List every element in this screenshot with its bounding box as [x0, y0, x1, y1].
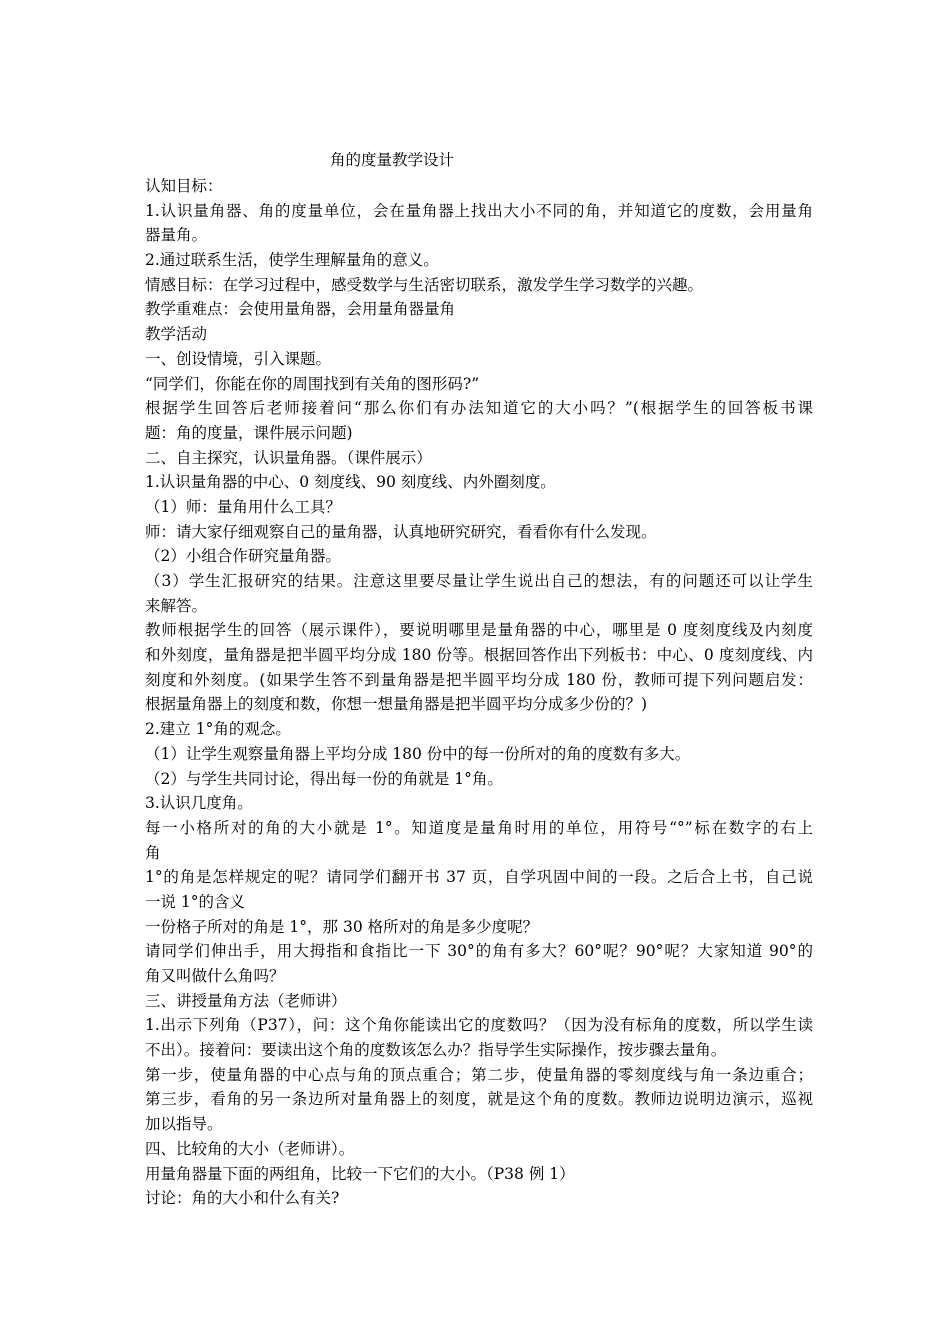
- text-line: 教学活动: [145, 325, 208, 344]
- text-line: 角又叫做什么角吗？: [145, 967, 285, 985]
- text-line: 师：请大家仔细观察自己的量角器，认真地研究研究，看看你有什么发现。: [145, 522, 657, 541]
- text-line: 和外刻度，量角器是把半圆平均分成 180 份等。根据回答作出下列板书：中心、0 度刻度线、内: [145, 646, 813, 665]
- text-line: 3.认识几度角。: [145, 794, 253, 813]
- text-line: （2）与学生共同讨论，得出每一份的角就是 1°角。: [145, 769, 503, 788]
- text-line: 1.认识量角器的中心、0 刻度线、90 刻度线、内外圈刻度。: [145, 473, 556, 492]
- text-line: 四、比较角的大小（老师讲）。: [145, 1139, 355, 1158]
- text-line: （1）师：量角用什么工具？: [145, 497, 341, 516]
- text-line: 题：角的度量，课件展示问题): [145, 423, 353, 442]
- text-line: 第一步，使量角器的中心点与角的顶点重合；第二步，使量角器的零刻度线与角一条边重合；: [145, 1065, 813, 1084]
- text-line: 三、讲授量角方法（老师讲）: [145, 991, 347, 1010]
- text-line: 二、自主探究，认识量角器。（课件展示）: [145, 448, 432, 467]
- text-line: 认知目标：: [145, 177, 223, 195]
- text-line: 1.出示下列角（P37），问：这个角你能读出它的度数吗？（因为没有标角的度数，所以学生读: [145, 1016, 813, 1035]
- text-line: 来解答。: [145, 596, 208, 615]
- text-line: 请同学们伸出手，用大拇指和食指比一下 30°的角有多大？60°呢？90°呢？大家知道 90°的: [145, 942, 813, 961]
- text-line: 情感目标：在学习过程中，感受数学与生活密切联系，激发学生学习数学的兴趣。: [145, 275, 704, 294]
- text-line: 讨论：角的大小和什么有关?: [145, 1189, 340, 1208]
- text-line: 根据学生回答后老师接着问“那么你们有办法知道它的大小吗？”(根据学生的回答板书课: [145, 399, 813, 418]
- text-line: 教学重难点：会使用量角器，会用量角器量角: [145, 300, 456, 319]
- text-line: （1）让学生观察量角器上平均分成 180 份中的每一份所对的角的度数有多大。: [145, 744, 691, 763]
- text-line: 2.通过联系生活，使学生理解量角的意义。: [145, 251, 439, 270]
- text-line: 刻度和外刻度。(如果学生答不到量角器是把半圆平均分成 180 份，教师可提下列问题启发：: [145, 670, 813, 689]
- text-line: 1°的角是怎样规定的呢？请同学们翻开书 37 页，自学巩固中间的一段。之后合上书，自己说: [145, 868, 813, 887]
- text-line: 一说 1°的含义: [145, 892, 246, 911]
- text-line: （2）小组合作研究量角器。: [145, 547, 341, 566]
- text-line: （3）学生汇报研究的结果。注意这里要尽量让学生说出自己的想法，有的问题还可以让学生: [145, 572, 813, 590]
- document-body: [145, 174, 813, 1211]
- text-line: 第三步，看角的另一条边所对量角器上的刻度，就是这个角的度数。教师边说明边演示，巡视: [145, 1090, 813, 1109]
- text-line: 用量角器量下面的两组角，比较一下它们的大小。（P38 例 1）: [145, 1164, 575, 1183]
- text-line: 不出）。接着问：要读出这个角的度数该怎么办？指导学生实际操作，按步骤去量角。: [145, 1041, 727, 1060]
- text-line: “同学们，你能在你的周围找到有关角的图形码?”: [145, 374, 480, 393]
- text-line: 一、创设情境，引入课题。: [145, 349, 332, 368]
- document-title: 角的度量教学设计: [330, 151, 455, 169]
- text-line: 2.建立 1°角的观念。: [145, 720, 291, 739]
- text-line: 角: [145, 843, 161, 862]
- text-line: 每一小格所对的角的大小就是 1°。知道度是量角时用的单位，用符号“°”标在数字的右上: [145, 818, 813, 837]
- text-line: 根据量角器上的刻度和数，你想一想量角器是把半圆平均分成多少份的？): [145, 695, 648, 714]
- text-line: 1.认识量角器、角的度量单位，会在量角器上找出大小不同的角，并知道它的度数，会用量角: [145, 201, 813, 220]
- text-line: 器量角。: [145, 226, 208, 245]
- text-line: 加以指导。: [145, 1115, 223, 1134]
- text-line: 教师根据学生的回答（展示课件），要说明哪里是量角器的中心，哪里是 0 度刻度线及内刻度: [145, 621, 813, 640]
- text-line: 一份格子所对的角是 1°，那 30 格所对的角是多少度呢？: [145, 917, 539, 936]
